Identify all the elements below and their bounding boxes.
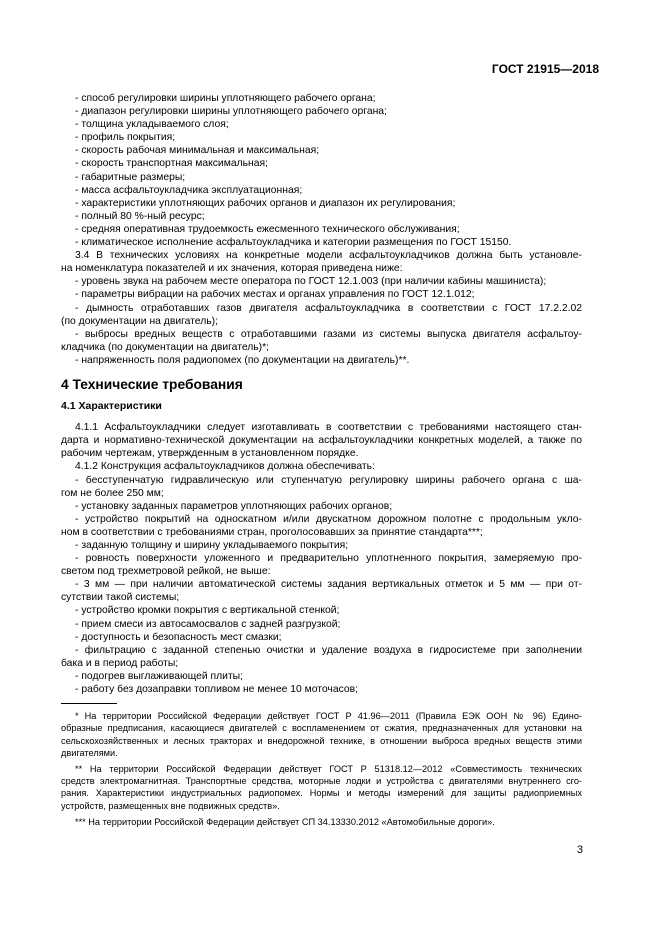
list-item: - доступность и безопасность мест смазки; bbox=[75, 631, 282, 643]
paragraph-line: 4.1.1 Асфальтоукладчики следует изготавливать в соответствии с требованиями настоящего стан- bbox=[75, 422, 582, 434]
list-item: - толщина укладываемого слоя; bbox=[75, 119, 229, 131]
footnote-divider bbox=[61, 703, 117, 704]
paragraph-line: 3.4 В технических условиях на конкретные модели асфальтоукладчиков должна быть установле- bbox=[75, 250, 582, 262]
footnote-line: ** На территории Российской Федерации действует ГОСТ Р 51318.12—2012 «Совместимость технических bbox=[75, 763, 582, 774]
list-item: - выбросы вредных веществ с отработавшими газами из системы выпуска двигателя асфальтоу- bbox=[75, 328, 582, 340]
list-item-continuation: бака и в период работы; bbox=[61, 657, 179, 669]
paragraph-4-1-1 bbox=[61, 421, 582, 460]
list-item: - устройство кромки покрытия с вертикальной стенкой; bbox=[75, 605, 340, 617]
list-item: - габаритные размеры; bbox=[75, 171, 186, 183]
list-item-continuation: сутствии такой системы; bbox=[61, 592, 180, 604]
list-item: - параметры вибрации на рабочих местах и органах управления по ГОСТ 12.1.012; bbox=[75, 289, 475, 301]
parameter-list-a bbox=[61, 92, 582, 249]
footnote-1 bbox=[61, 710, 582, 759]
footnote-3 bbox=[61, 816, 582, 828]
footnote-line: рания. Характеристики индустриальных радиопомех. Нормы и методы измерений для защиты радиоприемных bbox=[61, 788, 582, 799]
list-item: - устройство покрытий на односкатном и/или двускатном дорожном полотне с продольным укло- bbox=[75, 513, 582, 525]
page-body bbox=[61, 92, 582, 832]
list-item: - масса асфальтоукладчика эксплуатационная; bbox=[75, 184, 303, 196]
paragraph-line: рабочим чертежам, утвержденным в установленном порядке. bbox=[61, 448, 359, 460]
list-item: - средняя оперативная трудоемкость ежесменного технического обслуживания; bbox=[75, 223, 460, 235]
list-item: - дымность отработавших газов двигателя асфальтоукладчика в соответствии с ГОСТ 17.2.2.02 bbox=[75, 302, 582, 314]
list-item: - фильтрацию с заданной степенью очистки и удаление воздуха в гидросистеме при заполнении bbox=[75, 644, 582, 656]
list-item-continuation: светом под трехметровой рейкой, не выше: bbox=[61, 566, 271, 578]
page-number: 3 bbox=[576, 844, 583, 856]
list-item: - ровность поверхности уложенного и предварительно уплотненного покрытия, замеряемую про- bbox=[75, 553, 582, 565]
list-item: - профиль покрытия; bbox=[75, 132, 176, 144]
paragraph-line: 4.1.2 Конструкция асфальтоукладчиков должна обеспечивать: bbox=[75, 461, 375, 473]
section-4-heading: 4 Технические требования bbox=[61, 376, 243, 392]
footnote-line: средств электромагнитная. Транспортные средства, моторные лодки и устройства с двигателями внутреннего сго- bbox=[61, 776, 582, 787]
parameter-list-b bbox=[61, 275, 582, 367]
list-item: - установку заданных параметров уплотняющих рабочих органов; bbox=[75, 500, 393, 512]
list-item: - напряженность поля радиопомех (по документации на двигатель)**. bbox=[75, 354, 410, 366]
list-item-continuation: кладчика (по документации на двигатель)*; bbox=[61, 341, 269, 353]
list-item: - характеристики уплотняющих рабочих органов и диапазон их регулирования; bbox=[75, 197, 456, 209]
list-item-continuation: гом не более 250 мм; bbox=[61, 487, 164, 499]
list-item: - подогрев выглаживающей плиты; bbox=[75, 670, 243, 682]
footnote-line: * На территории Российской Федерации действует ГОСТ Р 41.96—2011 (Правила ЕЭК ООН № 96) Едино- bbox=[75, 711, 582, 722]
list-item: - заданную толщину и ширину укладываемого покрытия; bbox=[75, 540, 349, 551]
list-item: - скорость рабочая минимальная и максимальная; bbox=[75, 145, 320, 157]
list-item-continuation: ном в соответствии с требованиями стран, проголосовавших за принятие стандарта***; bbox=[61, 526, 483, 538]
paragraph-4-1-2 bbox=[61, 460, 582, 696]
list-item: - диапазон регулировки ширины уплотняющего рабочего органа; bbox=[75, 106, 387, 118]
paragraph-3-4 bbox=[61, 249, 582, 275]
list-item: - уровень звука на рабочем месте оператора по ГОСТ 12.1.003 (при наличии кабины машиниста); bbox=[75, 276, 547, 288]
footnote-line: сельскохозяйственных и лесных тракторах и внедорожной технике, в отношении выброса вредных веществ этими bbox=[61, 735, 582, 746]
list-item: - 3 мм — при наличии автоматической системы задания вертикальных отметок и 5 мм — при от- bbox=[75, 579, 582, 591]
footnote-line: устройств, размещенных вне подвижных средств». bbox=[61, 800, 280, 811]
footnote-2 bbox=[61, 763, 582, 812]
document-code: ГОСТ 21915—2018 bbox=[491, 62, 599, 76]
list-item: - способ регулировки ширины уплотняющего рабочего органа; bbox=[75, 93, 376, 104]
footnote-line: двигателями. bbox=[61, 747, 118, 758]
footnote-line: образные предписания, касающиеся двигателей с воспламенением от сжатия, предназначенных для установки на bbox=[61, 723, 582, 734]
list-item: - полный 80 %-ный ресурс; bbox=[75, 210, 205, 222]
footnote-line: *** На территории Российской Федерации действует СП 34.13330.2012 «Автомобильные дороги». bbox=[75, 816, 495, 827]
paragraph-line: дарта и нормативно-технической документации на асфальтоукладчики конкретных моделей, а также по bbox=[61, 435, 582, 447]
list-item: - скорость транспортная максимальная; bbox=[75, 158, 268, 170]
paragraph-line: на номенклатура показателей и их значения, которая приведена ниже: bbox=[61, 263, 403, 275]
subsection-4-1-heading: 4.1 Характеристики bbox=[61, 400, 162, 413]
list-item: - бесступенчатую гидравлическую или ступенчатую регулировку ширины рабочего органа с ша- bbox=[75, 474, 582, 486]
list-item-continuation: (по документации на двигатель); bbox=[61, 315, 218, 327]
list-item: - работу без дозаправки топливом не менее 10 моточасов; bbox=[75, 684, 358, 696]
list-item: - климатическое исполнение асфальтоукладчика и категории размещения по ГОСТ 15150. bbox=[75, 237, 512, 249]
list-item: - прием смеси из автосамосвалов с задней разгрузкой; bbox=[75, 618, 341, 630]
